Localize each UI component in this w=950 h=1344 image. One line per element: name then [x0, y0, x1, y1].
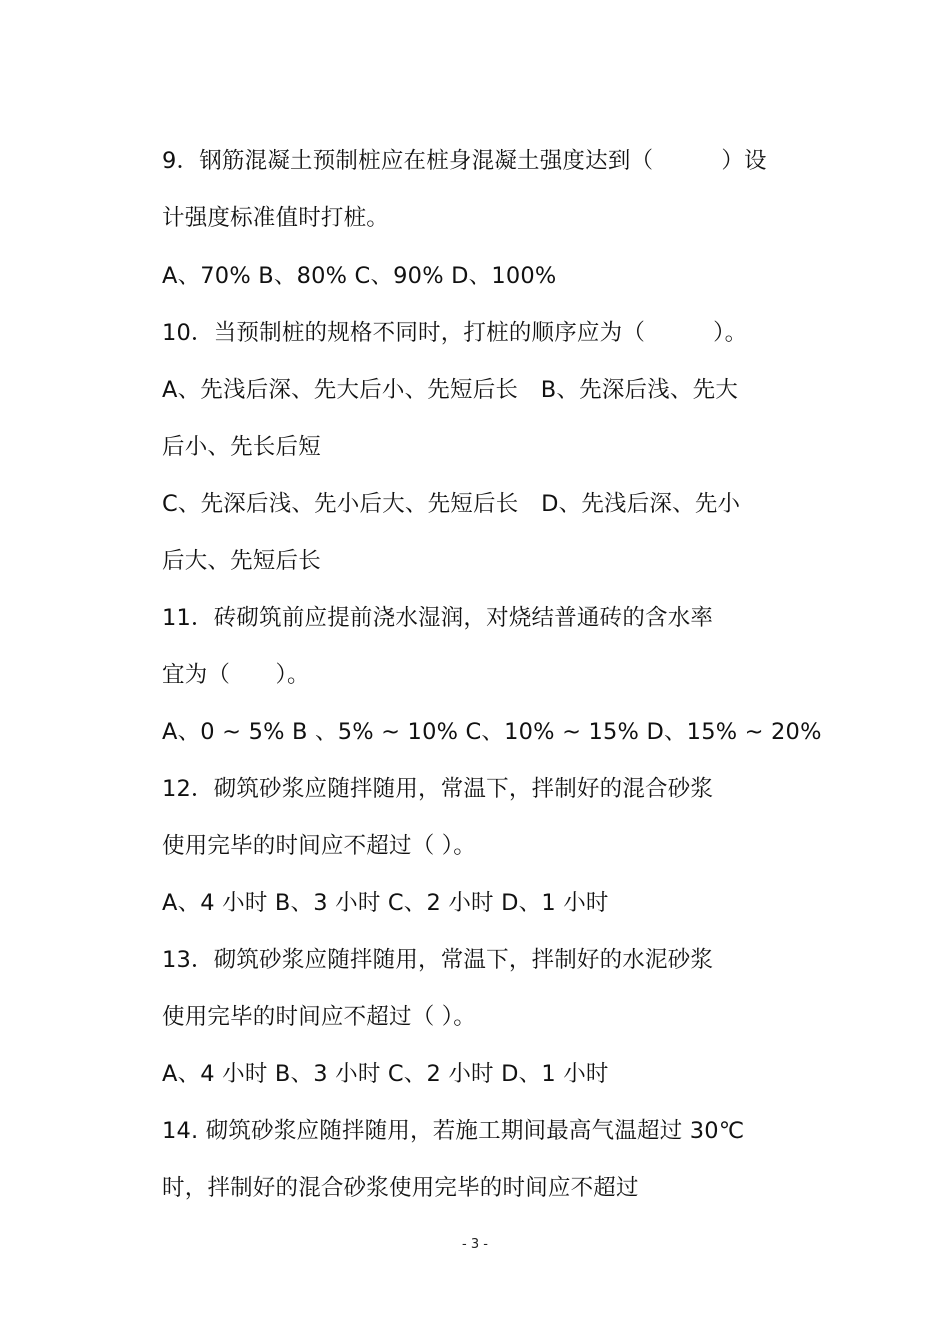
question-12-line-2: 使用完毕的时间应不超过（ ）。 — [162, 833, 476, 859]
question-9-line-2: 计强度标准值时打桩。 — [162, 205, 390, 231]
question-9-options: A、70% B、80% C、90% D、100% — [162, 263, 557, 289]
question-13-line-2: 使用完毕的时间应不超过（ ）。 — [162, 1004, 476, 1030]
question-10-options-line-4: 后大、先短后长 — [162, 548, 321, 574]
question-14-line-1: 14. 砌筑砂浆应随拌随用，若施工期间最高气温超过 30℃ — [162, 1118, 745, 1144]
page-number: - 3 - — [462, 1237, 488, 1252]
question-10-options-line-2: 后小、先长后短 — [162, 434, 321, 460]
question-9-line-1: 9．钢筋混凝土预制桩应在桩身混凝土强度达到（ ）设 — [162, 148, 767, 174]
question-11-options: A、0 ~ 5% B 、5% ~ 10% C、10% ~ 15% D、15% ~ 20% — [162, 719, 822, 745]
question-14-line-2: 时，拌制好的混合砂浆使用完毕的时间应不超过 — [162, 1175, 639, 1201]
question-10-line-1: 10．当预制桩的规格不同时，打桩的顺序应为（ ）。 — [162, 320, 748, 346]
question-13-line-1: 13．砌筑砂浆应随拌随用，常温下，拌制好的水泥砂浆 — [162, 947, 714, 973]
question-10-options-line-1: A、先浅后深、先大后小、先短后长 B、先深后浅、先大 — [162, 377, 739, 403]
question-11-line-1: 11．砖砌筑前应提前浇水湿润，对烧结普通砖的含水率 — [162, 605, 714, 631]
question-12-line-1: 12．砌筑砂浆应随拌随用，常温下，拌制好的混合砂浆 — [162, 776, 714, 802]
question-12-options: A、4 小时 B、3 小时 C、2 小时 D、1 小时 — [162, 890, 609, 916]
question-13-options: A、4 小时 B、3 小时 C、2 小时 D、1 小时 — [162, 1061, 609, 1087]
question-11-line-2: 宜为（ ）。 — [162, 662, 310, 688]
question-10-options-line-3: C、先深后浅、先小后大、先短后长 D、先浅后深、先小 — [162, 491, 741, 517]
